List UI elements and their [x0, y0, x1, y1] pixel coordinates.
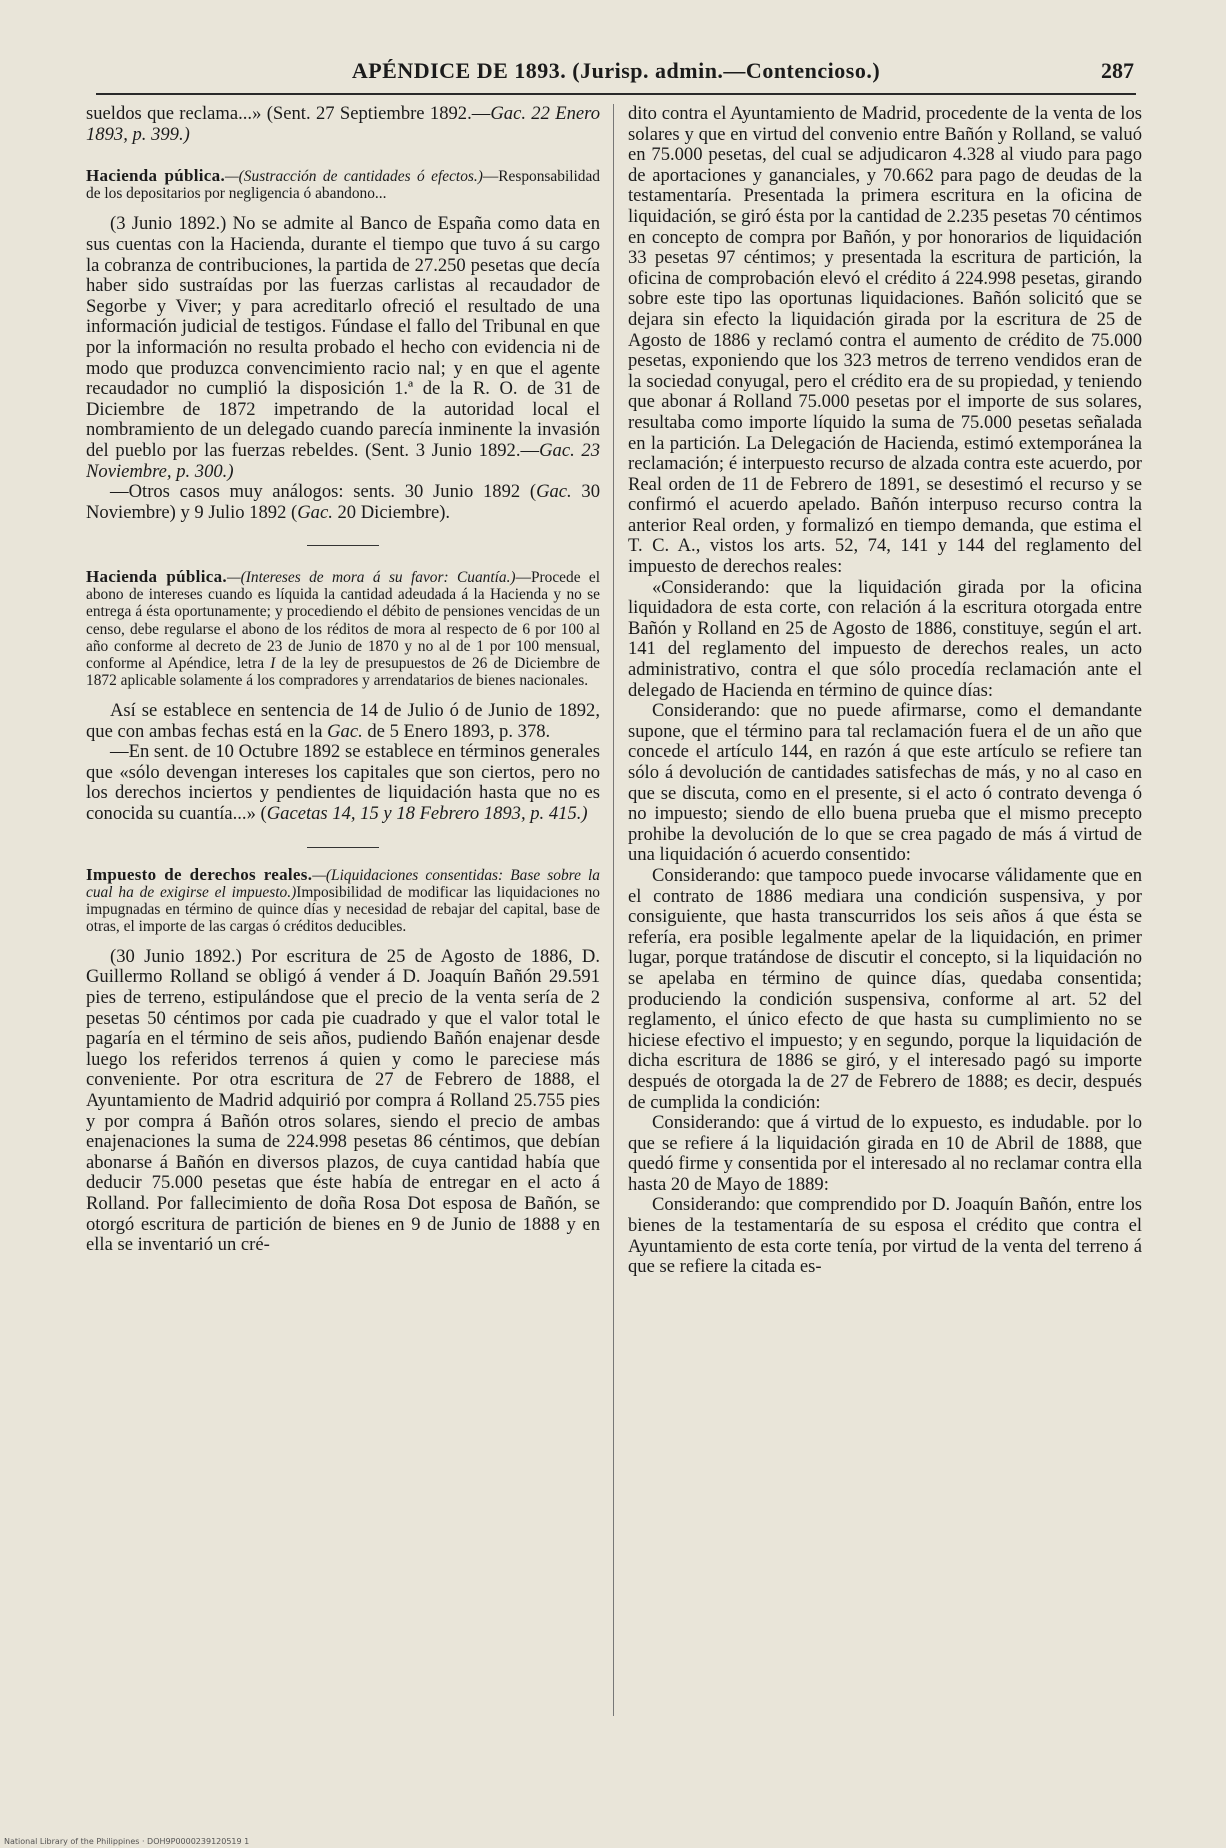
paragraph-continuation [86, 104, 600, 145]
right-column [628, 104, 1142, 1714]
letter: I [270, 654, 276, 672]
gazette-abbr: Gac. [536, 481, 572, 503]
text: —En sent. de 10 Octubre 1892 se establece en términos generales que «sólo devengan intereses los capitales que son ciertos, pero no los derechos inciertos y pendientes de liquidación hasta que no es conocida su cuantía...» ( [86, 741, 600, 824]
entry-summary-text: de la ley de presupuestos de 26 de Diciembre de 1872 aplicable solamente á los compradores y arrendatarios de bienes nacionales. [86, 654, 600, 689]
gazette-ref: Gacetas 14, 15 y 18 Febrero 1893, p. 415.) [266, 802, 588, 824]
entry-summary [86, 568, 600, 689]
text: de 5 Enero 1893, p. 378. [362, 720, 551, 742]
text: Así se establece en sentencia de 14 de Julio ó de Junio de 1892, que con ambas fechas está en la [86, 699, 600, 742]
entry-body [86, 214, 600, 482]
entry-body: (30 Junio 1892.) Por escritura de 25 de Agosto de 1886, D. Guillermo Rolland se obligó á vender á D. Joaquín Bañón 29.591 pies de terreno, estipulándose que el precio de la venta sería de 2 pesetas 50 céntimos por cada pie cuadrado y que el valor total le pagaría en el término de seis años, pudiendo Bañón enajenar desde luego los referidos terrenos á quien y como le pareciese más conveniente. Por otra escritura de 27 de Febrero de 1888, el Ayuntamiento de Madrid adquirió por compra á Rolland 25.755 pies y por compra á Bañón otros solares, siendo el precio de ambas enajenaciones la suma de 224.998 pesetas 86 céntimos, que debían abonarse á Bañón en diversos plazos, de cuya cantidad había que deducir 75.000 pesetas que éste había de entregar en el acto á Rolland. Por fallecimiento de doña Rosa Dot esposa de Bañón, se otorgó escritura de partición de bienes en 9 de Junio de 1888 y en ella se inventarió un cré- [86, 945, 600, 1256]
header-title: APÉNDICE DE 1893. (Jurisp. admin.—Contencioso.) [351, 58, 881, 83]
text: (3 Junio 1892.) No se admite al Banco de España como data en sus cuentas con la Hacienda, durante el tiempo que tuvo á su cargo la cobranza de contribuciones, la partida de 27.250 pesetas que decía haber sido sustraídas por las fuerzas carlistas al recaudador de Segorbe y Viver; y para acreditarlo ofreció el resultado de una información judicial de testigos. Fúndase el fallo del Tribunal en que por la información no resulta probado el hecho con evidencia ni de modo que produzca convencimiento racio nal; y en que el agente recaudador no cumplió la disposición 1.ª de la R. O. de 31 de Diciembre de 1872 impetrando de la autoridad local el nombramiento de un delegado cuando parecía inminente la invasión del pueblo por las fuerzas rebeldes. (Sent. 3 Junio 1892.— [86, 213, 600, 461]
entry-summary [86, 866, 600, 935]
considerando-5: Considerando: que comprendido por D. Joaquín Bañón, entre los bienes de la testamentaría de su esposa el crédito que contra el Ayuntamiento de esta corte tenía, por virtud de la venta del terreno á que se refiere la citada es- [628, 1194, 1142, 1278]
column-divider [613, 104, 614, 1716]
running-header [98, 58, 1134, 88]
text: sueldos que reclama...» (Sent. 27 Septiembre 1892.— [86, 104, 491, 124]
separator-rule [307, 545, 379, 546]
entry-heading: Hacienda pública. [86, 166, 225, 186]
considerando-2: Considerando: que no puede afirmarse, como el demandante supone, que el término para tal reclamación fuera el de un año que concede el artículo 144, en razón á que este artículo se refiere tan sólo á devolución de cantidades satisfechas de más, y no al caso en que se discuta, como en el presente, si el acto ó contrato devenga ó no impuesto; siendo de ello buena prueba que el mismo precepto prohibe la devolución de lo que se crea pagado de más á virtud de una liquidación ó acuerdo consentido: [628, 700, 1142, 866]
entry-summary-text: —Responsabilidad de los depositarios por negligencia ó abandono... [86, 168, 600, 203]
entry-subtitle: —(Liquidaciones consentidas: Base sobre la cual ha de exigirse el impuesto.) [86, 866, 600, 901]
header-rule [96, 93, 1136, 95]
entry-subtitle: —(Intereses de mora á su favor: Cuantía.) [226, 569, 516, 587]
gazette-abbr: Gac. [297, 501, 333, 523]
entry-summary-text: Imposibilidad de modificar las liquidaciones no impugnadas en término de quince días y necesidad de rebajar del capital, base de otras, el importe de las cargas ó créditos deducibles. [86, 883, 600, 935]
gazette-abbr: Gac. [327, 720, 363, 742]
entry-heading: Hacienda pública. [86, 567, 227, 587]
scan-credit: National Library of the Philippines · DOH9P0000239120519 1 [4, 1837, 250, 1846]
entry-summary [86, 167, 600, 202]
page-number: 287 [1101, 58, 1134, 83]
entry-summary-text: —Procede el abono de intereses cuando es líquida la cantidad adeudada á la Hacienda y no se entrega á ésta oportunamente; y procediendo el débito de pensiones vencidas de un censo, debe regularse el abono de los réditos de mora al respecto de 6 por 100 al año conforme al decreto de 23 de Junio de 1870 y no al de 1 por 100 mensual, conforme al Apéndice, letra [86, 569, 600, 672]
left-column [86, 104, 600, 1714]
considerando-3: Considerando: que tampoco puede invocarse válidamente que en el contrato de 1886 mediara una condición suspensiva, y por consiguiente, que hasta transcurridos los seis años á que ésta se refería, era posible legalmente apelar de la liquidación, en primer lugar, porque tratándose de discutir el concepto, si la liquidación no se apelaba en término de quince días, quedaba consentida; produciendo la condición suspensiva, conforme al art. 52 del reglamento, el único efecto de que hasta su cumplimiento no se hiciese efectivo el impuesto; y en segundo, porque la liquidación de dicha escritura de 1886 se giró, y el interesado pagó su importe después de otorgada la de 27 de Febrero de 1888; es decir, después de cumplida la condición: [628, 864, 1142, 1113]
entry-hacienda-sustraccion [86, 167, 600, 523]
entry-body [86, 742, 600, 824]
text: —Otros casos muy análogos: sents. 30 Junio 1892 ( [110, 481, 537, 503]
text: 20 Diciembre). [332, 501, 451, 523]
entry-hacienda-intereses [86, 568, 600, 824]
gazette-ref: Gac. 22 Enero 1893, p. 399.) [86, 104, 600, 145]
entry-impuesto-derechos [86, 866, 600, 1256]
entry-heading: Impuesto de derechos reales. [86, 864, 313, 884]
separator-rule [307, 847, 379, 848]
considerando-4: Considerando: que á virtud de lo expuesto, es indudable. por lo que se refiere á la liquidación girada en 10 de Abril de 1888, que quedó firme y consentida por el interesado al no reclamar contra ella hasta 20 de Mayo de 1889: [628, 1112, 1142, 1195]
paragraph-continuation: dito contra el Ayuntamiento de Madrid, procedente de la venta de los solares y que en virtud del convenio entre Bañón y Rolland, se valuó en 75.000 pesetas, del cual se adjudicaron 4.328 al viudo para pago de aportaciones y gananciales, y 70.662 para pago de deudas de la testamentaría. Presentada la primera escritura en la oficina de liquidación, se giró ésta por la cantidad de 2.235 pesetas 70 céntimos en concepto de compra por Bañón, y por honorarios de liquidación 33 pesetas 97 céntimos; y presentada la escritura de partición, la oficina de comprobación elevó el crédito á 224.998 pesetas, girando sobre este tipo las oportunas liquidaciones. Bañón solicitó que se dejara sin efecto la liquidación girada por la escritura de 25 de Agosto de 1886 y reclamó contra el aumento de crédito de 75.000 pesetas, exponiendo que los 323 metros de terreno vendidos eran de la sociedad conyugal, pero el crédito era de su propiedad, y teniendo que abonar á Rolland 75.000 pesetas por el importe de sus solares, resultaba como importe líquido la suma de 75.000 pesetas señalada en la partición. La Delegación de Hacienda, estimó extemporánea la reclamación; é interpuesto recurso de alzada contra este acuerdo, por Real orden de 11 de Febrero de 1891, se desestimó el recurso y se confirmó el acuerdo apelado. Bañón interpuso recurso contra la anterior Real orden, y formalizó en tiempo demanda, que estima el T. C. A., vistos los arts. 52, 74, 141 y 144 del reglamento del impuesto de derechos reales: [628, 104, 1142, 578]
entry-subtitle: —(Sustracción de cantidades ó efectos.) [225, 168, 483, 186]
entry-body [86, 701, 600, 742]
text: 30 Noviembre) y 9 Julio 1892 ( [86, 481, 600, 523]
considerando-1: «Considerando: que la liquidación girada por la oficina liquidadora de esta corte, con relación á la escritura otorgada entre Bañón y Rolland en 25 de Agosto de 1886, constituye, según el art. 141 del reglamento del impuesto de derechos reales, un acto administrativo, contra el que sólo procedía reclamación ante el delegado de Hacienda en término de quince días: [628, 576, 1142, 701]
entry-related-cases [86, 482, 600, 523]
gazette-ref: Gac. 23 Noviembre, p. 300.) [86, 439, 600, 482]
